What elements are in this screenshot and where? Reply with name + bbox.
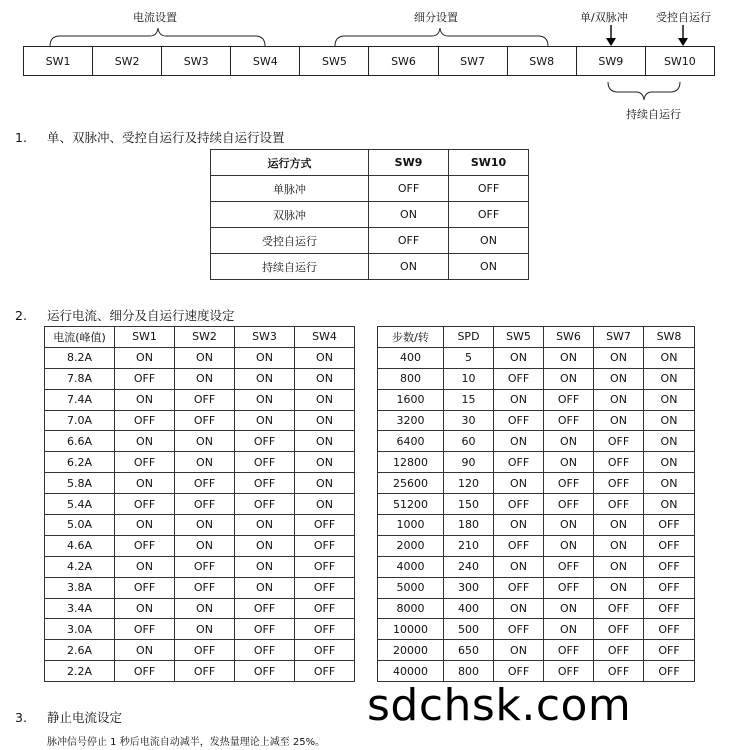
table-row xyxy=(378,473,695,494)
table-row xyxy=(378,640,695,661)
table-cell: ON xyxy=(544,431,594,452)
table-cell: ON xyxy=(295,368,355,389)
table-cell: 210 xyxy=(444,535,494,556)
table-cell: ON xyxy=(644,410,695,431)
table-cell: 3200 xyxy=(378,410,444,431)
table-row xyxy=(378,556,695,577)
table-cell: OFF xyxy=(115,619,175,640)
table-cell: ON xyxy=(544,452,594,473)
table-row xyxy=(45,431,355,452)
table-row xyxy=(211,254,529,280)
table-cell: ON xyxy=(594,410,644,431)
table-cell: OFF xyxy=(594,598,644,619)
table-cell: ON xyxy=(544,368,594,389)
column-header: SW1 xyxy=(115,327,175,348)
table-cell: ON xyxy=(449,254,529,280)
table-cell: 8000 xyxy=(378,598,444,619)
column-header: SW10 xyxy=(449,150,529,176)
table-cell: OFF xyxy=(594,661,644,682)
table-cell: ON xyxy=(235,410,295,431)
table-row xyxy=(45,577,355,598)
table-cell: OFF xyxy=(295,556,355,577)
table-cell: 20000 xyxy=(378,640,444,661)
table-cell: OFF xyxy=(544,577,594,598)
table-cell: 25600 xyxy=(378,473,444,494)
section3-title: 静止电流设定 xyxy=(47,710,123,725)
microstep-brace xyxy=(335,28,548,46)
table-row xyxy=(45,661,355,682)
table-cell: 4.2A xyxy=(45,556,115,577)
table-cell: OFF xyxy=(115,535,175,556)
table-cell: OFF xyxy=(594,431,644,452)
section3-heading xyxy=(15,708,122,726)
table-row xyxy=(378,389,695,410)
section2-heading xyxy=(15,306,235,324)
table-cell: ON xyxy=(544,347,594,368)
table-cell: ON xyxy=(594,347,644,368)
table-cell: OFF xyxy=(544,556,594,577)
continuous-brace xyxy=(608,82,680,100)
table-cell: 6.6A xyxy=(45,431,115,452)
table-cell: OFF xyxy=(115,452,175,473)
sw9-arrow xyxy=(606,25,616,46)
table-row xyxy=(378,535,695,556)
table-cell: ON xyxy=(175,619,235,640)
table-cell: 双脉冲 xyxy=(211,202,369,228)
table-cell: ON xyxy=(594,515,644,536)
table-cell: OFF xyxy=(175,640,235,661)
table-cell: OFF xyxy=(644,661,695,682)
table-cell: 800 xyxy=(444,661,494,682)
table-cell: ON xyxy=(295,410,355,431)
table-cell: ON xyxy=(235,577,295,598)
table-cell: ON xyxy=(115,431,175,452)
table-cell: 51200 xyxy=(378,494,444,515)
table-cell: 8.2A xyxy=(45,347,115,368)
table-cell: OFF xyxy=(544,410,594,431)
table-cell: ON xyxy=(235,515,295,536)
table-cell: ON xyxy=(295,473,355,494)
table-cell: ON xyxy=(235,389,295,410)
table-cell: ON xyxy=(175,515,235,536)
table-row xyxy=(378,368,695,389)
table-cell: OFF xyxy=(295,515,355,536)
table-cell: OFF xyxy=(644,598,695,619)
table-cell: ON xyxy=(449,228,529,254)
table-cell: 7.8A xyxy=(45,368,115,389)
table-row xyxy=(378,431,695,452)
table-cell: 单脉冲 xyxy=(211,176,369,202)
table-cell: OFF xyxy=(494,368,544,389)
controlled-run-label: 受控自运行 xyxy=(656,11,711,24)
table-cell: ON xyxy=(494,515,544,536)
section1-title: 单、双脉冲、受控自运行及持续自运行设置 xyxy=(47,130,285,145)
table-cell: ON xyxy=(594,368,644,389)
table-cell: OFF xyxy=(235,598,295,619)
table-cell: ON xyxy=(115,556,175,577)
table-cell: OFF xyxy=(175,494,235,515)
table-cell: OFF xyxy=(175,410,235,431)
table-cell: ON xyxy=(115,515,175,536)
table-row xyxy=(45,368,355,389)
table-cell: ON xyxy=(175,431,235,452)
table-cell: OFF xyxy=(644,556,695,577)
table-cell: 30 xyxy=(444,410,494,431)
watermark: sdchsk.com xyxy=(367,680,632,731)
table-cell: 400 xyxy=(378,347,444,368)
switch-cell: SW6 xyxy=(369,47,438,75)
table-row xyxy=(378,410,695,431)
table-cell: OFF xyxy=(115,494,175,515)
table-cell: 持续自运行 xyxy=(211,254,369,280)
table-cell: ON xyxy=(544,535,594,556)
switch-cell: SW1 xyxy=(24,47,93,75)
table-cell: ON xyxy=(644,452,695,473)
table-cell: ON xyxy=(295,389,355,410)
table-cell: OFF xyxy=(235,494,295,515)
column-header: 步数/转 xyxy=(378,327,444,348)
table-cell: OFF xyxy=(295,577,355,598)
table-cell: 400 xyxy=(444,598,494,619)
section2-title: 运行电流、细分及自运行速度设定 xyxy=(47,308,235,323)
step-table xyxy=(377,326,695,682)
table-cell: 90 xyxy=(444,452,494,473)
table-cell: 1000 xyxy=(378,515,444,536)
table-cell: ON xyxy=(594,389,644,410)
table-cell: OFF xyxy=(494,661,544,682)
table-cell: OFF xyxy=(594,494,644,515)
table-cell: OFF xyxy=(544,473,594,494)
table-cell: OFF xyxy=(494,410,544,431)
table-cell: 10 xyxy=(444,368,494,389)
table-cell: ON xyxy=(644,368,695,389)
table-cell: OFF xyxy=(594,640,644,661)
table-cell: 3.8A xyxy=(45,577,115,598)
column-header: SW4 xyxy=(295,327,355,348)
table-cell: 2.6A xyxy=(45,640,115,661)
column-header: SW9 xyxy=(369,150,449,176)
table-cell: ON xyxy=(494,640,544,661)
section1-number: 1. xyxy=(15,130,27,145)
table-cell: OFF xyxy=(235,619,295,640)
table-cell: OFF xyxy=(644,640,695,661)
table-cell: ON xyxy=(235,535,295,556)
switch-cell: SW4 xyxy=(231,47,300,75)
table-cell: ON xyxy=(544,598,594,619)
column-header: SW6 xyxy=(544,327,594,348)
table-cell: ON xyxy=(115,347,175,368)
table-cell: ON xyxy=(594,577,644,598)
table-cell: 500 xyxy=(444,619,494,640)
table-cell: 5.8A xyxy=(45,473,115,494)
table-cell: ON xyxy=(544,515,594,536)
table-row xyxy=(378,619,695,640)
table-cell: ON xyxy=(494,473,544,494)
table-cell: 5.4A xyxy=(45,494,115,515)
table-cell: ON xyxy=(235,347,295,368)
table-cell: ON xyxy=(235,556,295,577)
table-cell: 650 xyxy=(444,640,494,661)
current-brace xyxy=(50,28,265,46)
table-cell: OFF xyxy=(644,619,695,640)
table-cell: 180 xyxy=(444,515,494,536)
table-cell: OFF xyxy=(115,368,175,389)
switch-cell: SW5 xyxy=(300,47,369,75)
table-cell: 1600 xyxy=(378,389,444,410)
switch-cell: SW7 xyxy=(439,47,508,75)
table-cell: ON xyxy=(175,368,235,389)
table-cell: ON xyxy=(175,535,235,556)
table-cell: 7.0A xyxy=(45,410,115,431)
table-cell: 15 xyxy=(444,389,494,410)
column-header: SW3 xyxy=(235,327,295,348)
table-cell: OFF xyxy=(235,661,295,682)
table-cell: OFF xyxy=(494,494,544,515)
table-cell: OFF xyxy=(115,577,175,598)
table-cell: OFF xyxy=(644,577,695,598)
table-cell: ON xyxy=(115,598,175,619)
table-cell: 240 xyxy=(444,556,494,577)
section3-number: 3. xyxy=(15,710,27,725)
table-cell: OFF xyxy=(295,598,355,619)
table-row xyxy=(45,473,355,494)
table-cell: 120 xyxy=(444,473,494,494)
table-cell: OFF xyxy=(235,640,295,661)
table-cell: ON xyxy=(175,598,235,619)
table-cell: OFF xyxy=(115,410,175,431)
table-cell: ON xyxy=(494,598,544,619)
sw10-arrow xyxy=(678,25,688,46)
table-row xyxy=(378,347,695,368)
table-cell: ON xyxy=(494,431,544,452)
table-cell: OFF xyxy=(449,176,529,202)
table-cell: 2000 xyxy=(378,535,444,556)
table-cell: OFF xyxy=(369,176,449,202)
switch-cell: SW9 xyxy=(577,47,646,75)
switch-cell: SW3 xyxy=(162,47,231,75)
column-header: SW5 xyxy=(494,327,544,348)
mode-table xyxy=(210,149,529,280)
table-cell: ON xyxy=(295,431,355,452)
table-cell: 6.2A xyxy=(45,452,115,473)
table-row xyxy=(378,661,695,682)
table-cell: ON xyxy=(644,494,695,515)
table-row xyxy=(45,535,355,556)
table-cell: OFF xyxy=(295,619,355,640)
table-cell: 10000 xyxy=(378,619,444,640)
table-row xyxy=(45,556,355,577)
table-cell: 6400 xyxy=(378,431,444,452)
table-row xyxy=(211,176,529,202)
table-cell: OFF xyxy=(544,494,594,515)
table-row xyxy=(45,347,355,368)
table-row xyxy=(45,494,355,515)
table-cell: OFF xyxy=(544,661,594,682)
section1-heading xyxy=(15,128,285,146)
table-cell: ON xyxy=(295,494,355,515)
table-cell: OFF xyxy=(175,473,235,494)
table-cell: 5000 xyxy=(378,577,444,598)
table-cell: 3.4A xyxy=(45,598,115,619)
table-cell: 5.0A xyxy=(45,515,115,536)
table-cell: 12800 xyxy=(378,452,444,473)
column-header: 运行方式 xyxy=(211,150,369,176)
section2-number: 2. xyxy=(15,308,27,323)
switch-cell: SW2 xyxy=(93,47,162,75)
table-cell: OFF xyxy=(494,535,544,556)
table-cell: ON xyxy=(115,473,175,494)
table-cell: ON xyxy=(369,254,449,280)
table-row xyxy=(45,452,355,473)
table-row xyxy=(211,202,529,228)
table-cell: OFF xyxy=(175,389,235,410)
table-cell: ON xyxy=(594,556,644,577)
standstill-note: 脉冲信号停止 1 秒后电流自动减半，发热量理论上减至 25%。 xyxy=(47,737,326,748)
continuous-run-label: 持续自运行 xyxy=(626,108,681,121)
table-row xyxy=(378,452,695,473)
table-cell: 3.0A xyxy=(45,619,115,640)
table-cell: ON xyxy=(494,389,544,410)
table-cell: OFF xyxy=(295,640,355,661)
table-row xyxy=(378,598,695,619)
switch-strip xyxy=(23,46,715,76)
table-cell: 4000 xyxy=(378,556,444,577)
table-cell: 300 xyxy=(444,577,494,598)
table-cell: 受控自运行 xyxy=(211,228,369,254)
table-cell: 150 xyxy=(444,494,494,515)
table-row xyxy=(45,640,355,661)
table-cell: OFF xyxy=(449,202,529,228)
table-cell: OFF xyxy=(295,661,355,682)
table-cell: OFF xyxy=(175,556,235,577)
column-header: SW8 xyxy=(644,327,695,348)
table-cell: OFF xyxy=(235,473,295,494)
table-cell: OFF xyxy=(594,473,644,494)
pulse-mode-label: 单/双脉冲 xyxy=(580,11,628,24)
table-row xyxy=(45,515,355,536)
column-header: SW2 xyxy=(175,327,235,348)
table-cell: 7.4A xyxy=(45,389,115,410)
table-cell: ON xyxy=(115,389,175,410)
table-cell: ON xyxy=(644,389,695,410)
table-cell: OFF xyxy=(235,452,295,473)
table-cell: OFF xyxy=(594,452,644,473)
table-cell: ON xyxy=(594,535,644,556)
table-cell: ON xyxy=(544,619,594,640)
table-cell: OFF xyxy=(369,228,449,254)
table-cell: 2.2A xyxy=(45,661,115,682)
table-cell: ON xyxy=(295,347,355,368)
table-row xyxy=(45,619,355,640)
table-cell: OFF xyxy=(494,619,544,640)
table-cell: ON xyxy=(494,347,544,368)
switch-cell: SW8 xyxy=(508,47,577,75)
microstep-setting-label: 细分设置 xyxy=(414,11,458,24)
switch-cell: SW10 xyxy=(663,54,696,68)
table-cell: ON xyxy=(644,473,695,494)
table-cell: OFF xyxy=(644,515,695,536)
table-cell: ON xyxy=(115,640,175,661)
table-cell: 800 xyxy=(378,368,444,389)
column-header: 电流(峰值) xyxy=(45,327,115,348)
table-row xyxy=(378,515,695,536)
table-cell: ON xyxy=(175,347,235,368)
table-row xyxy=(45,598,355,619)
table-row xyxy=(45,389,355,410)
table-cell: ON xyxy=(369,202,449,228)
current-table xyxy=(44,326,355,682)
table-cell: 60 xyxy=(444,431,494,452)
table-cell: OFF xyxy=(494,452,544,473)
table-cell: 40000 xyxy=(378,661,444,682)
table-row xyxy=(211,228,529,254)
table-cell: OFF xyxy=(295,535,355,556)
table-cell: ON xyxy=(644,431,695,452)
table-cell: ON xyxy=(235,368,295,389)
table-cell: OFF xyxy=(544,640,594,661)
table-cell: ON xyxy=(494,556,544,577)
table-cell: OFF xyxy=(115,661,175,682)
table-cell: OFF xyxy=(644,535,695,556)
table-cell: 5 xyxy=(444,347,494,368)
table-cell: OFF xyxy=(594,619,644,640)
table-cell: OFF xyxy=(175,661,235,682)
table-cell: ON xyxy=(644,347,695,368)
column-header: SW7 xyxy=(594,327,644,348)
column-header: SPD xyxy=(444,327,494,348)
table-cell: OFF xyxy=(235,431,295,452)
table-cell: OFF xyxy=(494,577,544,598)
table-cell: ON xyxy=(295,452,355,473)
table-cell: OFF xyxy=(544,389,594,410)
table-cell: ON xyxy=(175,452,235,473)
current-setting-label: 电流设置 xyxy=(133,11,177,24)
table-row xyxy=(45,410,355,431)
table-cell: 4.6A xyxy=(45,535,115,556)
table-cell: OFF xyxy=(175,577,235,598)
table-row xyxy=(378,577,695,598)
table-row xyxy=(378,494,695,515)
